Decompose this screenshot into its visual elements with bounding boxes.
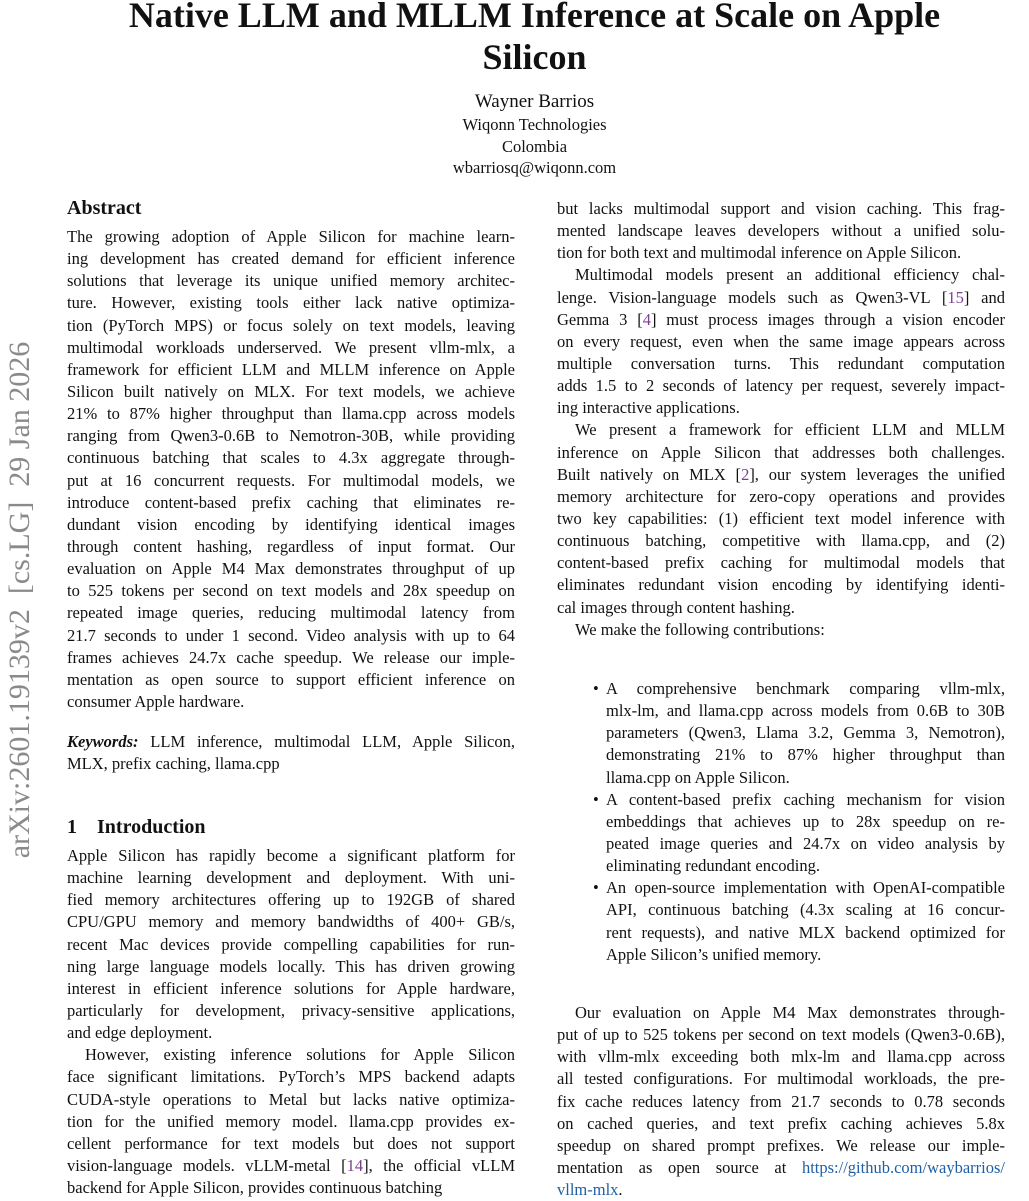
- text: speedup on shared prompt prefixes. We release our imple-: [557, 1135, 1005, 1155]
- text-line: [67, 1089, 515, 1111]
- paragraph: [557, 198, 1005, 264]
- text-line: [67, 403, 515, 425]
- text-line: [557, 242, 1005, 264]
- text: tion for the unified memory model. llama.cpp provides ex-: [67, 1111, 515, 1131]
- title-line: Native LLM and MLLM Inference at Scale on Apple: [128, 0, 941, 35]
- text: memory architecture for zero-copy operations and provides: [557, 486, 1005, 506]
- text-line: [67, 1155, 515, 1177]
- text: parameters (Qwen3, Llama 3.2, Gemma 3, Nemotron),: [606, 723, 1005, 743]
- text: embeddings that achieves up to 28x speedup on re-: [606, 811, 1005, 831]
- text-line: [67, 1133, 515, 1155]
- paragraph: [606, 678, 1005, 789]
- text-line: [557, 574, 1005, 596]
- text-line: [557, 353, 1005, 375]
- text-line: [606, 855, 1005, 877]
- text: two key capabilities: (1) efficient text model inference with: [557, 508, 1005, 528]
- text-line: [67, 1066, 515, 1088]
- citation-link[interactable]: 2: [741, 464, 750, 484]
- paragraph: [557, 619, 1005, 641]
- text-line: [67, 315, 515, 337]
- text: A content-based prefix caching mechanism for vision: [606, 789, 1005, 809]
- text-line: [67, 425, 515, 447]
- contribution-item: [593, 789, 1005, 878]
- repo-link[interactable]: vllm-mlx: [557, 1180, 619, 1200]
- bullet-icon: •: [593, 789, 599, 809]
- text-line: [67, 669, 515, 691]
- text: We make the following contributions:: [575, 619, 825, 639]
- text: inference on Apple Silicon that addresses both challenges.: [557, 442, 1005, 462]
- text: on cached queries, and text prefix caching achieves 5.8x: [557, 1113, 1005, 1133]
- abstract-heading: Abstract: [67, 197, 142, 219]
- author-country: Colombia: [501, 136, 568, 156]
- text: mentation as open source at: [557, 1157, 802, 1177]
- abstract-body: [67, 226, 515, 713]
- text: framework for efficient LLM and MLLM inference on Apple: [67, 359, 515, 379]
- keywords-text: LLM inference, multimodal LLM, Apple Silicon,: [138, 732, 515, 751]
- keywords-label: Keywords:: [67, 732, 139, 751]
- text-line: [67, 226, 515, 248]
- text-line: [606, 744, 1005, 766]
- text: demonstrating 21% to 87% higher throughput than: [606, 745, 1005, 765]
- text: Apple Silicon’s unified memory.: [606, 944, 822, 964]
- text: introduce content-based prefix caching that eliminates re-: [67, 492, 515, 512]
- text-line: [67, 602, 515, 624]
- text: multiple conversation turns. This redundant computation: [557, 353, 1005, 373]
- text-line: [67, 292, 515, 314]
- text-line: [67, 248, 515, 270]
- text: evaluation on Apple M4 Max demonstrates throughput of up: [67, 559, 515, 579]
- text-line: [67, 889, 515, 911]
- text-line: [557, 1002, 1005, 1024]
- citation-link[interactable]: 15: [947, 287, 964, 307]
- text-line: [557, 552, 1005, 574]
- text: dundant vision encoding by identifying identical images: [67, 514, 515, 534]
- text: Gemma 3 [: [557, 309, 643, 329]
- text: mentation as open source to support efficient inference on: [67, 669, 515, 689]
- text-line: [557, 1135, 1005, 1157]
- text: rent requests), and native MLX backend optimized for: [606, 922, 1005, 942]
- text: peated image queries and 24.7x on video analysis by: [606, 833, 1005, 853]
- text: eliminating redundant encoding.: [606, 856, 820, 876]
- text-line: [67, 867, 515, 889]
- text: Built natively on MLX [: [557, 464, 742, 484]
- text-line: [67, 956, 515, 978]
- text-line: [557, 530, 1005, 552]
- text: put at 16 concurrent requests. For multimodal models, we: [67, 470, 515, 490]
- text: with vllm-mlx exceeding both mlx-lm and llama.cpp across: [557, 1047, 1005, 1067]
- section-heading: [67, 815, 515, 839]
- text: cal images through content hashing.: [557, 597, 795, 617]
- text-line: [606, 833, 1005, 855]
- paragraph: [606, 877, 1005, 966]
- paper-title: [0, 0, 1029, 78]
- text-line: [557, 397, 1005, 419]
- text: An open-source implementation with OpenAI-compatible: [606, 878, 1005, 898]
- text-line: [557, 331, 1005, 353]
- paragraph: [67, 226, 515, 713]
- intro-right: [557, 198, 1005, 641]
- paragraph: [557, 264, 1005, 419]
- citation-link[interactable]: 14: [346, 1155, 364, 1175]
- text-line: [67, 580, 515, 602]
- text: and edge deployment.: [67, 1023, 213, 1043]
- text: machine learning development and deployment. With uni-: [67, 868, 515, 888]
- text-line: [606, 899, 1005, 921]
- text: mlx-lm, and llama.cpp across models from 0.6B to 30B: [606, 701, 1005, 721]
- text: fied memory architectures offering up to 192GB of shared: [67, 890, 515, 910]
- text: solutions that leverage its unique unified memory architec-: [67, 271, 515, 291]
- text: CPU/GPU memory and memory bandwidths of 400+ GB/s,: [67, 912, 515, 932]
- text: We present a framework for efficient LLM and MLLM: [575, 420, 1005, 440]
- text-line: [67, 1044, 515, 1066]
- text: backend for Apple Silicon, provides continuous batching: [67, 1178, 443, 1198]
- text-line: [67, 845, 515, 867]
- paragraph: [557, 1002, 1005, 1201]
- text: ] and: [963, 287, 1005, 307]
- text-line: [606, 722, 1005, 744]
- keywords-line: [67, 731, 515, 753]
- author-email[interactable]: wbarriosq@wiqonn.com: [452, 158, 617, 177]
- text-line: [67, 359, 515, 381]
- text: ture. However, existing tools either lack native optimiza-: [67, 293, 515, 313]
- text-line: [606, 678, 1005, 700]
- text: ], the official vLLM: [363, 1155, 515, 1175]
- text-line: [67, 558, 515, 580]
- text-line: [67, 514, 515, 536]
- text: lenge. Vision-language models such as Qwen3-VL [: [557, 287, 948, 307]
- text: A comprehensive benchmark comparing vllm-mlx,: [606, 679, 1005, 698]
- text-line: [557, 375, 1005, 397]
- text-line: [67, 381, 515, 403]
- text: The growing adoption of Apple Silicon for machine learn-: [67, 227, 515, 246]
- bullet-icon: •: [593, 679, 599, 698]
- text-line: [606, 700, 1005, 722]
- section-number: 1: [67, 816, 77, 838]
- text: continuous batching, competitive with llama.cpp, and (2): [557, 531, 1005, 551]
- text-line: [557, 1068, 1005, 1090]
- text: multimodal workloads underserved. We present vllm-mlx, a: [67, 337, 515, 357]
- text: frames achieves 24.7x cache speedup. We release our imple-: [67, 647, 515, 667]
- text-line: [67, 492, 515, 514]
- text-line: [67, 1177, 515, 1199]
- text: cellent performance for text models but does not support: [67, 1133, 515, 1153]
- contribution-item: [593, 678, 1005, 789]
- text-line: [557, 419, 1005, 441]
- text: Apple Silicon has rapidly become a significant platform for: [67, 846, 515, 865]
- text: Multimodal models present an additional efficiency chal-: [575, 265, 1005, 285]
- intro-left: [67, 845, 515, 1199]
- text: continuous batching that scales to 4.3x aggregate through-: [67, 448, 515, 468]
- text-line: [557, 198, 1005, 220]
- text-line: [557, 1157, 1005, 1179]
- keywords: [67, 731, 515, 775]
- author-affiliation: Wiqonn Technologies: [462, 115, 607, 134]
- text: on every request, even when the same image appears across: [557, 331, 1005, 351]
- paragraph: [67, 845, 515, 1044]
- keywords-line: MLX, prefix caching, llama.cpp: [67, 754, 280, 774]
- text: CUDA-style operations to Metal but lacks native optimiza-: [67, 1089, 515, 1109]
- citation-link[interactable]: 4: [642, 309, 651, 329]
- text: put of up to 525 tokens per second on text models (Qwen3-0.6B),: [557, 1025, 1005, 1045]
- text-line: [557, 309, 1005, 331]
- text-line: [557, 619, 1005, 641]
- text-line: [557, 1113, 1005, 1135]
- text: However, existing inference solutions for Apple Silicon: [85, 1045, 515, 1065]
- contributions-list: [593, 678, 1005, 966]
- repo-link[interactable]: https://github.com/waybarrios/: [801, 1157, 1005, 1177]
- text: tion for both text and multimodal inference on Apple Silicon.: [557, 243, 962, 263]
- text-line: [557, 464, 1005, 486]
- text: ing development has created demand for efficient inference: [67, 249, 515, 269]
- text: llama.cpp on Apple Silicon.: [606, 767, 790, 787]
- text-line: [557, 287, 1005, 309]
- paragraph: [67, 1044, 515, 1199]
- text-line: [606, 811, 1005, 833]
- bullet-icon: •: [593, 878, 599, 898]
- text: fix cache reduces latency from 21.7 seconds to 0.78 seconds: [557, 1091, 1005, 1111]
- text-line: [606, 877, 1005, 899]
- text-line: [557, 264, 1005, 286]
- text-line: [67, 1111, 515, 1133]
- text: Our evaluation on Apple M4 Max demonstrates through-: [575, 1003, 1005, 1022]
- text: face significant limitations. PyTorch’s MPS backend adapts: [67, 1067, 515, 1087]
- section-title: Introduction: [97, 816, 206, 838]
- text: ] must process images through a vision encoder: [650, 309, 1005, 329]
- text: ranging from Qwen3-0.6B to Nemotron-30B, while providing: [67, 426, 515, 446]
- text: mented landscape leaves developers without a unified solu-: [557, 221, 1005, 241]
- text: but lacks multimodal support and vision caching. This frag-: [557, 199, 1005, 218]
- text-line: [606, 922, 1005, 944]
- text: consumer Apple hardware.: [67, 691, 245, 711]
- text-line: [557, 597, 1005, 619]
- text: Silicon built natively on MLX. For text models, we achieve: [67, 381, 515, 401]
- text: all tested configurations. For multimodal workloads, the pre-: [557, 1069, 1005, 1089]
- text-line: [606, 944, 1005, 966]
- text-line: [67, 536, 515, 558]
- text: 21% to 87% higher throughput than llama.cpp across models: [67, 404, 515, 424]
- text-line: [557, 1046, 1005, 1068]
- text-line: [67, 647, 515, 669]
- text: to 525 tokens per second on text models and 28x speedup on: [67, 581, 515, 601]
- paragraph: [606, 789, 1005, 878]
- author-block: [0, 90, 1029, 179]
- text: eliminates redundant vision encoding by identifying identi-: [557, 575, 1005, 595]
- text-line: [67, 270, 515, 292]
- text: tion (PyTorch MPS) or focus solely on text models, leaving: [67, 315, 515, 335]
- text-line: [67, 1000, 515, 1022]
- text-line: [67, 470, 515, 492]
- text-line: [557, 1179, 1005, 1201]
- text-line: [606, 767, 1005, 789]
- text: particularly for development, privacy-sensitive applications,: [67, 1000, 515, 1020]
- text-line: [67, 1022, 515, 1044]
- text: ], our system leverages the unified: [749, 464, 1005, 484]
- arxiv-stamp: arXiv:2601.19139v2 [cs.LG] 29 Jan 2026: [3, 341, 36, 859]
- text-line: [557, 1024, 1005, 1046]
- text: repeated image queries, reducing multimodal latency from: [67, 603, 515, 623]
- text-line: [557, 508, 1005, 530]
- author-name: Wayner Barrios: [474, 91, 595, 112]
- text-line: [67, 337, 515, 359]
- paragraph: [557, 419, 1005, 618]
- text-line: [67, 447, 515, 469]
- text: ning large language models locally. This has driven growing: [67, 956, 515, 976]
- text-line: [557, 486, 1005, 508]
- text-line: [557, 442, 1005, 464]
- text: vision-language models. vLLM-metal [: [67, 1155, 347, 1175]
- text-line: [67, 625, 515, 647]
- text-line: [606, 789, 1005, 811]
- contribution-item: [593, 877, 1005, 966]
- text: adds 1.5 to 2 seconds of latency per request, severely impact-: [557, 376, 1005, 396]
- text-line: [557, 220, 1005, 242]
- title-line: Silicon: [482, 37, 587, 77]
- text: recent Mac devices provide compelling capabilities for run-: [67, 934, 515, 954]
- text: content-based prefix caching for multimodal models that: [557, 553, 1005, 573]
- text: through content hashing, regardless of input format. Our: [67, 536, 515, 556]
- text-line: [67, 691, 515, 713]
- text-line: [67, 934, 515, 956]
- text: API, continuous batching (4.3x scaling at 16 concur-: [606, 900, 1005, 920]
- text: ing interactive applications.: [557, 398, 740, 418]
- text: .: [618, 1180, 623, 1200]
- text: 21.7 seconds to under 1 second. Video analysis with up to 64: [67, 625, 515, 645]
- text-line: [557, 1091, 1005, 1113]
- text-line: [67, 911, 515, 933]
- text: interest in efficient inference solutions for Apple hardware,: [67, 978, 515, 998]
- closing-paragraph: [557, 1002, 1005, 1201]
- text-line: [67, 978, 515, 1000]
